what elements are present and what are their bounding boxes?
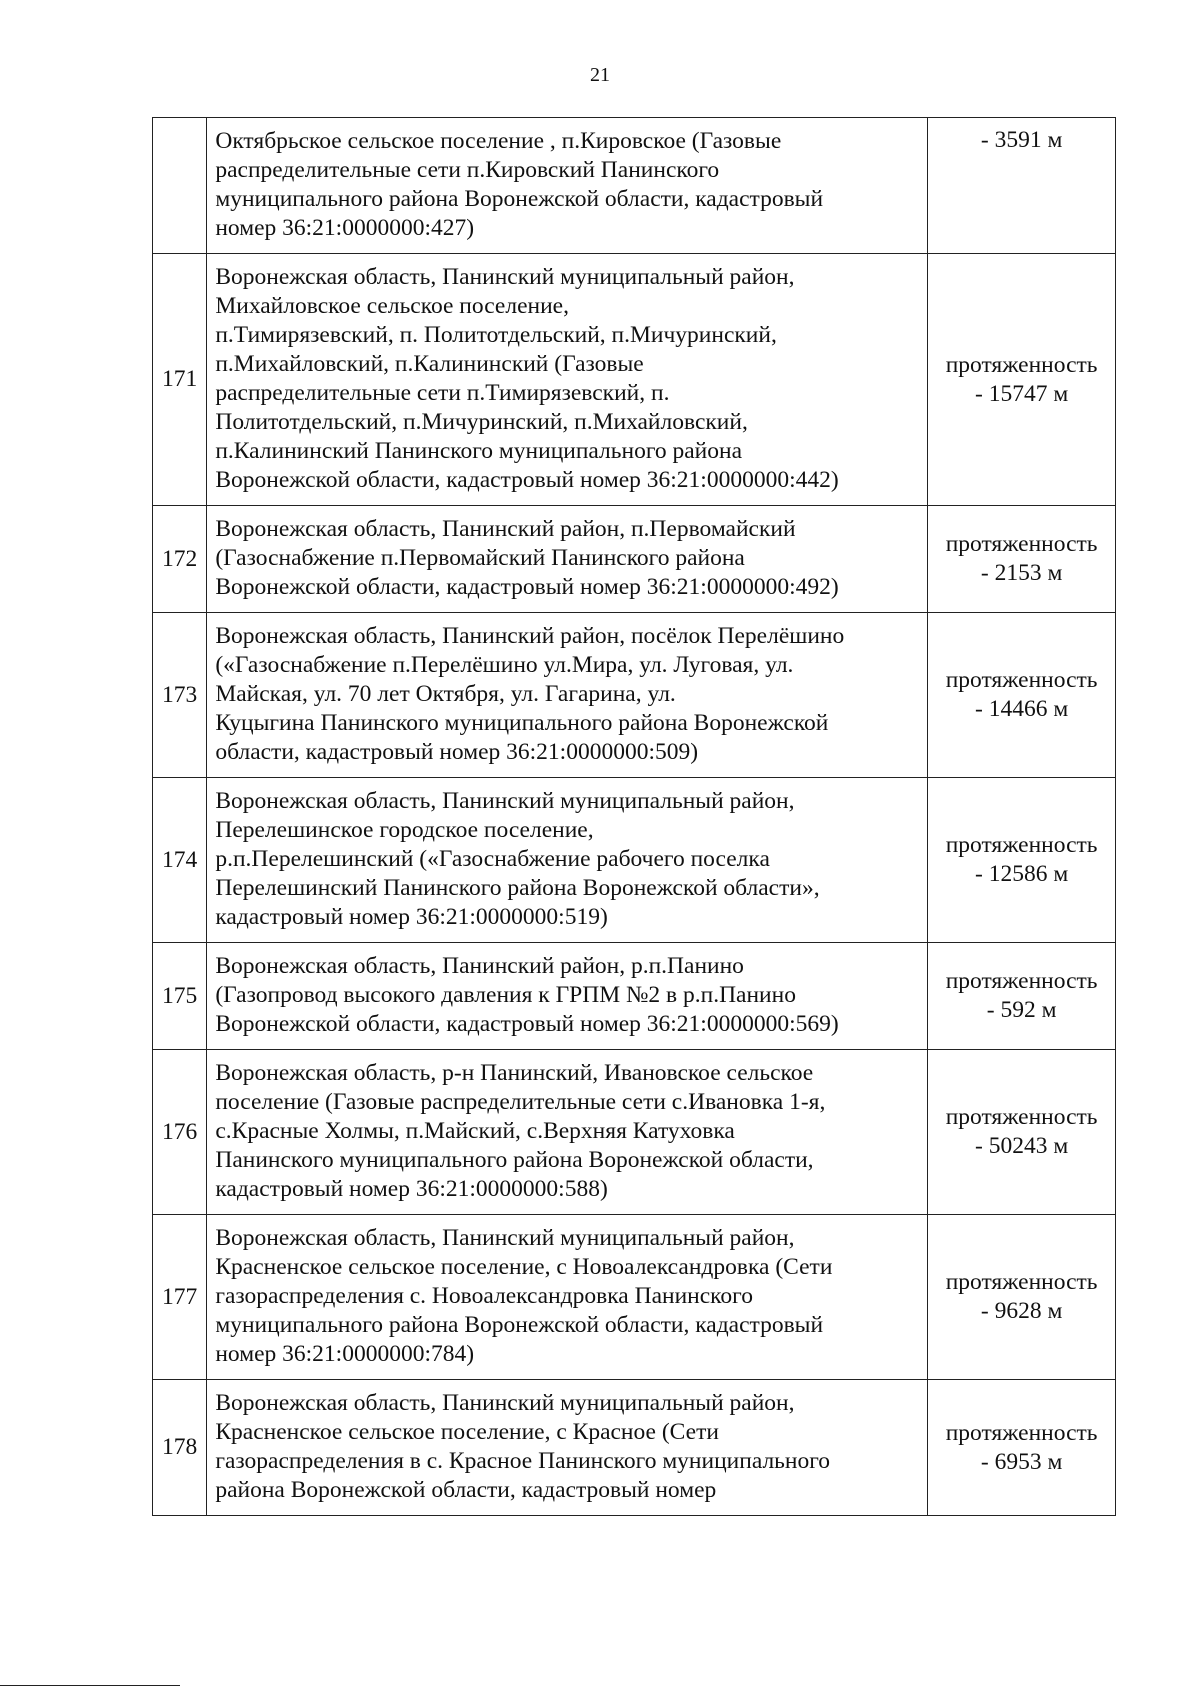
table-row [153,778,1116,943]
description-line: распределительные сети п.Тимирязевский, п. [215,380,670,406]
description-line: Воронежская область, Панинский муниципальный район, [215,264,795,290]
footer-rule [0,1685,180,1686]
length-value: - 9628 м [980,1298,1063,1324]
table-row [153,118,1116,254]
page-number: 21 [590,64,610,86]
length-cell [928,254,1116,506]
description-line: п.Калининский Панинского муниципального района [215,438,743,464]
length-cell [928,1050,1116,1215]
description-line: Перелешинское городское поселение, [215,817,594,843]
length-cell [928,118,1116,254]
length-cell [928,778,1116,943]
description-line: Воронежская область, Панинский район, р.п.Панино [215,953,744,979]
description-line: муниципального района Воронежской области, кадастровый [215,1312,824,1338]
length-label: протяженность [945,968,1098,994]
length-label: протяженность [945,832,1098,858]
description-line: Воронежская область, Панинский район, п.Первомайский [215,516,796,542]
description-line: Михайловское сельское поселение, [215,293,569,319]
row-number: 176 [153,1050,207,1215]
description-line: («Газоснабжение п.Перелёшино ул.Мира, ул. Луговая, ул. [215,652,794,678]
description-line: Октябрьское сельское поселение , п.Кировское (Газовые [215,128,782,154]
length-label: протяженность [945,667,1098,693]
description-line: п.Михайловский, п.Калининский (Газовые [215,351,644,377]
description-line: Куцыгина Панинского муниципального района Воронежской [215,710,829,736]
description-line: номер 36:21:0000000:427) [215,215,475,241]
row-number: 173 [153,613,207,778]
length-cell [928,1380,1116,1516]
length-value: - 6953 м [980,1448,1063,1475]
row-number: 178 [153,1380,207,1516]
description-line: с.Красные Холмы, п.Майский, с.Верхняя Катуховка [215,1118,735,1144]
table-row [153,254,1116,506]
object-description [207,1215,928,1380]
length-label: протяженность [945,351,1098,378]
length-label: протяженность [945,1104,1098,1130]
table-row [153,943,1116,1050]
row-number [153,118,207,254]
length-cell [928,613,1116,778]
description-line: Панинского муниципального района Воронежской области, [215,1147,814,1173]
table-row [153,1380,1116,1516]
table-row [153,1215,1116,1380]
length-cell [928,943,1116,1050]
description-line: Воронежская область, Панинский район, посёлок Перелёшино [215,623,845,649]
object-description [207,254,928,506]
length-value: - 2153 м [980,560,1063,586]
description-line: (Газоснабжение п.Первомайский Панинского района [215,545,745,571]
description-line: Воронежская область, Панинский муниципальный район, [215,788,795,814]
row-number: 172 [153,506,207,613]
description-line: Красненское сельское поселение, с Новоалександровка (Сети [215,1254,833,1280]
gas-network-registry-table [152,117,1116,1516]
table-row [153,1050,1116,1215]
description-line: Воронежской области, кадастровый номер 36:21:0000000:442) [215,467,839,493]
table-row [153,506,1116,613]
row-number: 174 [153,778,207,943]
description-line: района Воронежской области, кадастровый номер [215,1477,717,1503]
description-line: муниципального района Воронежской области, кадастровый [215,186,824,212]
description-line: кадастровый номер 36:21:0000000:519) [215,904,608,930]
object-description [207,1380,928,1516]
description-line: Воронежской области, кадастровый номер 36:21:0000000:569) [215,1011,839,1037]
description-line: р.п.Перелешинский («Газоснабжение рабочего поселка [215,846,770,872]
row-number: 171 [153,254,207,506]
length-label: протяженность [945,531,1098,557]
description-line: Майская, ул. 70 лет Октября, ул. Гагарина, ул. [215,681,676,707]
object-description [207,778,928,943]
description-line: (Газопровод высокого давления к ГРПМ №2 в р.п.Панино [215,982,796,1008]
description-line: Перелешинский Панинского района Воронежской области», [215,875,820,901]
description-line: Воронежская область, Панинский муниципальный район, [215,1390,795,1416]
object-description [207,943,928,1050]
description-line: газораспределения с. Новоалександровка Панинского [215,1283,753,1309]
row-number: 177 [153,1215,207,1380]
length-label: протяженность [945,1419,1098,1446]
description-line: Воронежская область, р-н Панинский, Ивановское сельское [215,1060,814,1086]
description-line: поселение (Газовые распределительные сети с.Ивановка 1-я, [215,1089,826,1115]
description-line: кадастровый номер 36:21:0000000:588) [215,1176,608,1202]
table-row [153,613,1116,778]
description-line: Красненское сельское поселение, с Красное (Сети [215,1419,719,1445]
object-description [207,118,928,254]
length-value: - 50243 м [975,1133,1069,1159]
description-line: номер 36:21:0000000:784) [215,1341,475,1367]
object-description [207,1050,928,1215]
length-value: - 12586 м [975,861,1069,887]
object-description [207,613,928,778]
description-line: распределительные сети п.Кировский Панинского [215,157,720,183]
object-description [207,506,928,613]
length-value: - 14466 м [975,696,1069,722]
length-value: - 592 м [986,997,1057,1023]
registry-body [153,118,1116,1516]
length-value: - 3591 м [980,127,1063,153]
length-cell [928,1215,1116,1380]
row-number: 175 [153,943,207,1050]
length-value: - 15747 м [975,380,1069,407]
description-line: газораспределения в с. Красное Панинского муниципального [215,1448,831,1474]
description-line: п.Тимирязевский, п. Политотдельский, п.Мичуринский, [215,322,777,348]
description-line: области, кадастровый номер 36:21:0000000:509) [215,739,699,765]
description-line: Воронежская область, Панинский муниципальный район, [215,1225,795,1251]
length-cell [928,506,1116,613]
description-line: Политотдельский, п.Мичуринский, п.Михайловский, [215,409,748,435]
length-label: протяженность [945,1269,1098,1295]
description-line: Воронежской области, кадастровый номер 36:21:0000000:492) [215,574,839,600]
